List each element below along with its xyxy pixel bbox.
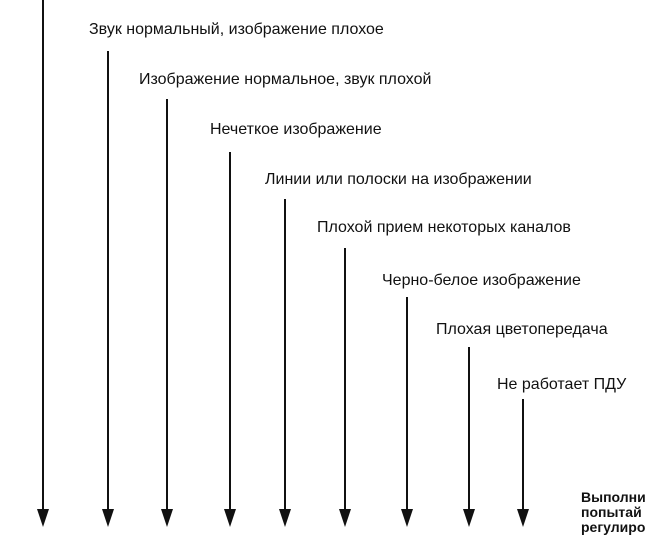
arrowhead-5 [339,509,351,527]
label-poor-color-rendering: Плохая цветопередача [436,321,608,338]
arrow-line-4 [284,199,286,512]
label-image-normal-sound-bad: Изображение нормальное, звук плохой [139,71,432,88]
label-poor-reception-some-channels: Плохой прием некоторых каналов [317,219,571,236]
arrow-line-1 [107,51,109,512]
label-sound-normal-image-bad: Звук нормальный, изображение плохое [89,21,384,38]
label-unclear-image: Нечеткое изображение [210,121,382,138]
arrowhead-7 [463,509,475,527]
side-note-line-3: регулиро [581,519,646,535]
side-note-line-1: Выполни [581,490,646,505]
arrowhead-2 [161,509,173,527]
label-black-white-image: Черно-белое изображение [382,272,581,289]
label-remote-control-not-working: Не работает ПДУ [497,376,627,393]
arrowhead-1 [102,509,114,527]
side-note-line-2: попытай [581,504,642,520]
arrowhead-3 [224,509,236,527]
arrow-line-5 [344,248,346,512]
arrowhead-0 [37,509,49,527]
arrowhead-8 [517,509,529,527]
arrow-line-0 [42,0,44,512]
label-lines-or-stripes: Линии или полоски на изображении [265,171,532,188]
arrow-line-6 [406,297,408,512]
arrow-line-7 [468,347,470,512]
arrowhead-6 [401,509,413,527]
arrowhead-4 [279,509,291,527]
arrow-line-2 [166,99,168,512]
arrow-line-3 [229,152,231,512]
side-note-cropped [581,490,665,535]
arrow-line-8 [522,399,524,512]
